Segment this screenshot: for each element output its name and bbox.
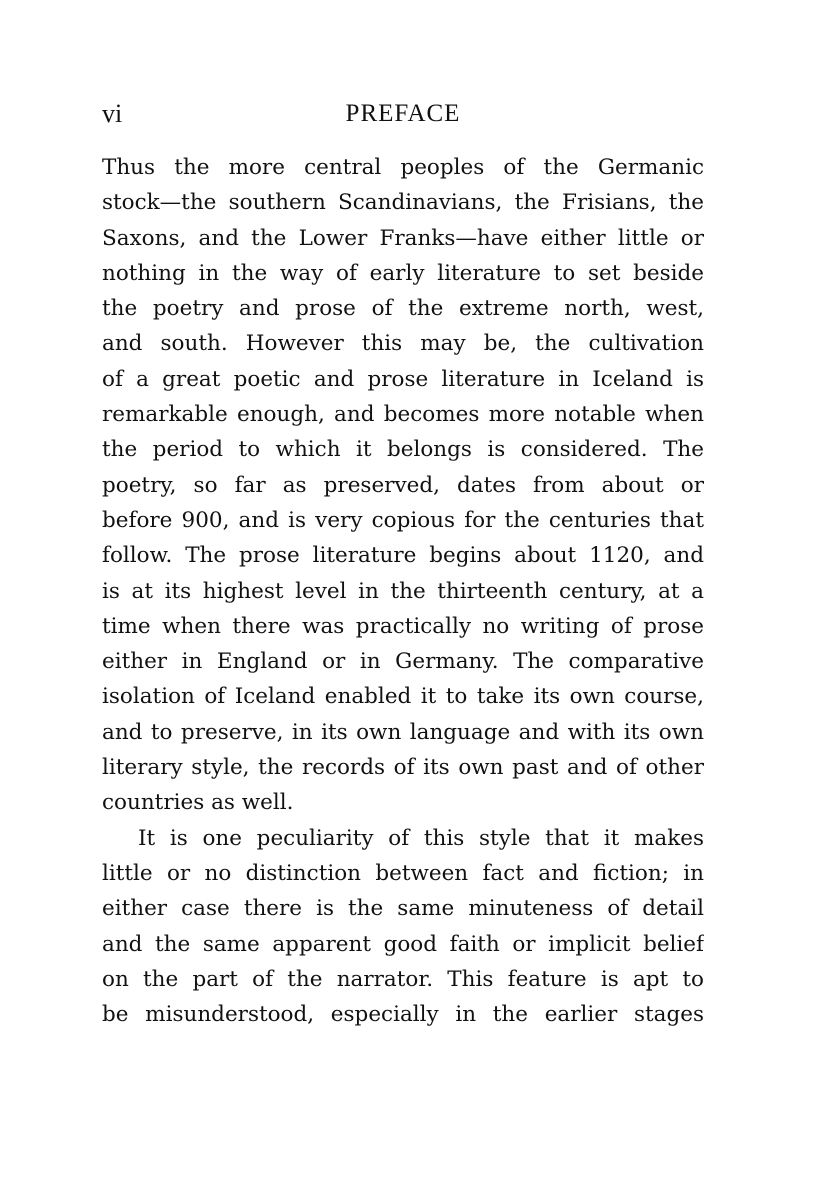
text-line: and south. However this may be, the cultivation (102, 331, 704, 357)
text-line: before 900, and is very copious for the centuries that (102, 507, 704, 533)
text-line: countries as well. (102, 790, 294, 816)
text-line: either case there is the same minuteness of detail (102, 896, 704, 922)
text-line: is at its highest level in the thirteenth century, at a (102, 578, 704, 604)
text-line: and the same apparent good faith or implicit belief (102, 931, 704, 957)
text-line: Saxons, and the Lower Franks—have either little or (102, 225, 704, 251)
text-line: on the part of the narrator. This feature is apt to (102, 966, 704, 992)
text-line: be misunderstood, especially in the earlier stages (102, 1002, 704, 1028)
text-line: little or no distinction between fact and fiction; in (102, 860, 704, 886)
paragraph (102, 821, 704, 1033)
text-line: poetry, so far as preserved, dates from about or (102, 472, 704, 498)
running-head (102, 96, 704, 132)
text-line: of a great poetic and prose literature in Iceland is (102, 366, 704, 392)
text-line: stock—the southern Scandinavians, the Frisians, the (102, 190, 704, 216)
text-line: isolation of Iceland enabled it to take its own course, (102, 684, 704, 710)
text-line: nothing in the way of early literature to set beside (102, 260, 704, 286)
text-line: either in England or in Germany. The comparative (102, 649, 704, 675)
text-line: time when there was practically no writing of prose (102, 613, 704, 639)
text-line: follow. The prose literature begins about 1120, and (102, 543, 704, 569)
body-text (102, 150, 704, 1032)
text-line: It is one peculiarity of this style that it makes (138, 825, 704, 851)
page-title: PREFACE (345, 100, 461, 127)
text-line: literary style, the records of its own past and of other (102, 755, 704, 781)
text-line: the period to which it belongs is considered. The (102, 437, 704, 463)
page-number: vi (102, 99, 123, 128)
text-line: Thus the more central peoples of the Germanic (102, 155, 704, 180)
text-line: remarkable enough, and becomes more notable when (102, 402, 704, 428)
text-line: and to preserve, in its own language and with its own (102, 719, 704, 745)
paragraph (102, 150, 704, 821)
text-line: the poetry and prose of the extreme north, west, (102, 296, 704, 322)
